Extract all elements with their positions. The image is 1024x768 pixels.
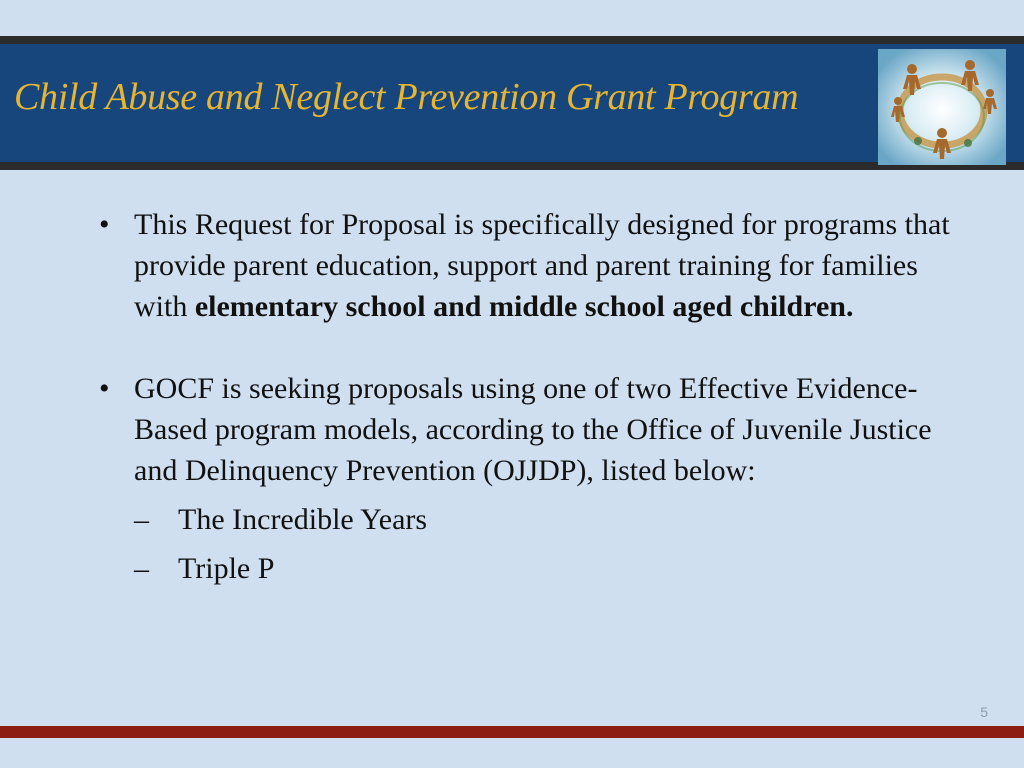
sub-bullet-marker: – bbox=[134, 503, 149, 536]
sub-item-incredible-years bbox=[134, 499, 956, 540]
bullet-item-rfp-design bbox=[96, 204, 956, 327]
bullet-marker: • bbox=[99, 372, 110, 405]
title-band-inner bbox=[0, 44, 1024, 162]
footer-bar bbox=[0, 726, 1024, 738]
sub-item-triple-p bbox=[134, 548, 956, 589]
bullet-item-program-models bbox=[96, 368, 956, 491]
title-band bbox=[0, 36, 1024, 170]
slide-body bbox=[96, 204, 956, 589]
people-circle-icon bbox=[878, 49, 1006, 165]
bullet-marker: • bbox=[99, 208, 110, 241]
page-number: 5 bbox=[980, 704, 988, 720]
slide-title: Child Abuse and Neglect Prevention Grant Program bbox=[14, 76, 799, 118]
sub-item-text: Triple P bbox=[178, 552, 275, 585]
sub-bullet-marker: – bbox=[134, 552, 149, 585]
bullet-text: This Request for Proposal is specifically designed for programs that provide parent education, support and parent training for families with bbox=[134, 208, 950, 323]
bullet-bold-text: elementary school and middle school aged children. bbox=[194, 290, 854, 323]
bullet-text: GOCF is seeking proposals using one of two Effective Evidence-Based program models, according to the Office of Juvenile Justice and Delinquency Prevention (OJJDP), listed below: bbox=[134, 372, 932, 487]
sub-item-text: The Incredible Years bbox=[178, 503, 428, 536]
